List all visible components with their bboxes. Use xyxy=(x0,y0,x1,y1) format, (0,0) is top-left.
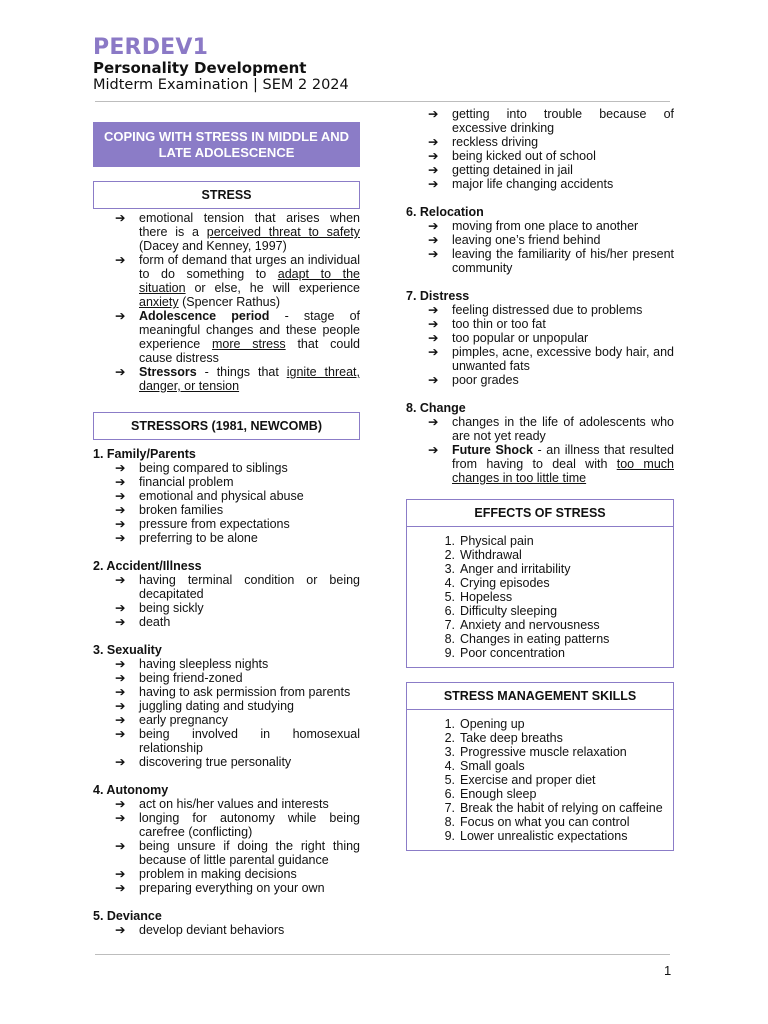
item-number: 5. xyxy=(444,773,455,787)
list-item: ➔ having terminal condition or being decapitated xyxy=(115,573,360,601)
item-number: 1. xyxy=(444,717,455,731)
effects-list xyxy=(407,527,673,667)
list-item: ➔ being kicked out of school xyxy=(428,149,596,163)
list-item: ➔ emotional and physical abuse xyxy=(115,489,304,503)
item-number: 7. xyxy=(444,618,455,632)
list-item: ➔ being unsure if doing the right thing because of little parental guidance xyxy=(115,839,360,867)
list-item: ➔ too popular or unpopular xyxy=(428,331,589,345)
arrow-icon: ➔ xyxy=(428,149,439,163)
deviance-continued-list xyxy=(406,107,674,191)
item-number: 3. xyxy=(444,745,455,759)
change-list xyxy=(406,415,674,485)
list-item: ➔ getting detained in jail xyxy=(428,163,573,177)
arrow-icon: ➔ xyxy=(115,811,126,825)
stressor-group-list xyxy=(93,797,360,895)
item-number: 3. xyxy=(444,562,455,576)
list-item: ➔ discovering true personality xyxy=(115,755,292,769)
list-item: ➔ preparing everything on your own xyxy=(115,881,325,895)
list-item: 6. Enough sleep xyxy=(407,787,673,801)
arrow-icon: ➔ xyxy=(115,517,126,531)
list-item: ➔ preferring to be alone xyxy=(115,531,258,545)
stressor-group-title: 2. Accident/Illness xyxy=(93,559,202,573)
list-item: ➔ act on his/her values and interests xyxy=(115,797,329,811)
arrow-icon: ➔ xyxy=(115,685,126,699)
exam-title: Midterm Examination | SEM 2 2024 xyxy=(93,77,349,93)
list-item: ➔ financial problem xyxy=(115,475,234,489)
arrow-icon: ➔ xyxy=(115,671,126,685)
list-item: ➔ death xyxy=(115,615,171,629)
arrow-icon: ➔ xyxy=(115,755,126,769)
arrow-icon: ➔ xyxy=(115,531,126,545)
arrow-icon: ➔ xyxy=(115,573,126,587)
topic-banner: COPING WITH STRESS IN MIDDLE AND LATE ADOLESCENCE xyxy=(93,122,360,167)
item-number: 4. xyxy=(444,576,455,590)
list-item: ➔ having to ask permission from parents xyxy=(115,685,351,699)
page-number: 1 xyxy=(664,963,672,978)
arrow-icon: ➔ xyxy=(115,797,126,811)
relocation-title: 6. Relocation xyxy=(406,205,484,219)
stressor-group-title: 4. Autonomy xyxy=(93,783,169,797)
arrow-icon: ➔ xyxy=(428,177,439,191)
list-item: 4. Small goals xyxy=(407,759,673,773)
arrow-icon: ➔ xyxy=(115,615,126,629)
list-item: ➔ Adolescence period - stage of meaningful changes and these people experience more stress that could cause distress xyxy=(115,309,360,365)
change-title: 8. Change xyxy=(406,401,466,415)
relocation-list xyxy=(406,219,674,275)
item-number: 8. xyxy=(444,632,455,646)
list-item: ➔ pressure from expectations xyxy=(115,517,290,531)
list-item: 1. Opening up xyxy=(407,717,673,731)
arrow-icon: ➔ xyxy=(428,415,439,429)
arrow-icon: ➔ xyxy=(115,881,126,895)
arrow-icon: ➔ xyxy=(428,219,439,233)
item-number: 8. xyxy=(444,815,455,829)
header-divider xyxy=(95,101,670,102)
list-item: 5. Hopeless xyxy=(407,590,673,604)
item-number: 5. xyxy=(444,590,455,604)
list-item: ➔ changes in the life of adolescents who are not yet ready xyxy=(428,415,674,443)
list-item: 8. Changes in eating patterns xyxy=(407,632,673,646)
list-item: ➔ form of demand that urges an individual to do something to adapt to the situation or else, he will experience anxiety (Spencer Rathus) xyxy=(115,253,360,309)
list-item: 2. Withdrawal xyxy=(407,548,673,562)
item-number: 9. xyxy=(444,646,455,660)
arrow-icon: ➔ xyxy=(428,135,439,149)
arrow-icon: ➔ xyxy=(428,373,439,387)
page-header xyxy=(93,36,349,94)
list-item: 6. Difficulty sleeping xyxy=(407,604,673,618)
list-item: ➔ early pregnancy xyxy=(115,713,228,727)
list-item: ➔ pimples, acne, excessive body hair, and unwanted fats xyxy=(428,345,674,373)
distress-list xyxy=(406,303,674,387)
stress-heading: STRESS xyxy=(93,181,360,209)
item-number: 4. xyxy=(444,759,455,773)
list-item: ➔ develop deviant behaviors xyxy=(115,923,285,937)
list-item: ➔ being friend-zoned xyxy=(115,671,243,685)
arrow-icon: ➔ xyxy=(428,345,439,359)
item-number: 1. xyxy=(444,534,455,548)
arrow-icon: ➔ xyxy=(115,923,126,937)
arrow-icon: ➔ xyxy=(115,699,126,713)
arrow-icon: ➔ xyxy=(115,489,126,503)
arrow-icon: ➔ xyxy=(115,713,126,727)
list-item: ➔ feeling distressed due to problems xyxy=(428,303,643,317)
list-item: ➔ getting into trouble because of excessive drinking xyxy=(428,107,674,135)
list-item: ➔ having sleepless nights xyxy=(115,657,269,671)
course-code: PERDEV1 xyxy=(93,35,209,60)
arrow-icon: ➔ xyxy=(115,839,126,853)
arrow-icon: ➔ xyxy=(428,443,439,457)
arrow-icon: ➔ xyxy=(115,727,126,741)
list-item: 5. Exercise and proper diet xyxy=(407,773,673,787)
list-item: ➔ emotional tension that arises when there is a perceived threat to safety (Dacey and Kenney, 1997) xyxy=(115,211,360,253)
arrow-icon: ➔ xyxy=(428,233,439,247)
list-item: ➔ being compared to siblings xyxy=(115,461,288,475)
list-item: 8. Focus on what you can control xyxy=(407,815,673,829)
list-item: ➔ major life changing accidents xyxy=(428,177,614,191)
stressor-group-list xyxy=(93,657,360,769)
stressor-groups xyxy=(93,447,360,937)
list-item: ➔ Future Shock - an illness that resulted from having to deal with too much changes in too little time xyxy=(428,443,674,485)
arrow-icon: ➔ xyxy=(428,331,439,345)
distress-title: 7. Distress xyxy=(406,289,470,303)
left-column xyxy=(93,122,360,937)
item-number: 6. xyxy=(444,604,455,618)
list-item: ➔ moving from one place to another xyxy=(428,219,639,233)
arrow-icon: ➔ xyxy=(115,211,126,225)
list-item: ➔ problem in making decisions xyxy=(115,867,297,881)
list-item: ➔ being involved in homosexual relationship xyxy=(115,727,360,755)
list-item: 3. Anger and irritability xyxy=(407,562,673,576)
arrow-icon: ➔ xyxy=(115,867,126,881)
course-title: Personality Development xyxy=(93,59,307,77)
list-item: ➔ leaving one’s friend behind xyxy=(428,233,601,247)
arrow-icon: ➔ xyxy=(115,309,126,323)
stress-definition-list xyxy=(93,211,360,393)
list-item: 7. Break the habit of relying on caffeine xyxy=(407,801,673,815)
footer-divider xyxy=(95,954,670,955)
stressor-group-title: 5. Deviance xyxy=(93,909,162,923)
list-item: 2. Take deep breaths xyxy=(407,731,673,745)
stressor-group-list xyxy=(93,461,360,545)
stressors-heading: STRESSORS (1981, NEWCOMB) xyxy=(93,412,360,440)
stressor-group-title: 1. Family/Parents xyxy=(93,447,196,461)
list-item: 4. Crying episodes xyxy=(407,576,673,590)
skills-heading: STRESS MANAGEMENT SKILLS xyxy=(407,683,673,710)
list-item: ➔ Stressors - things that ignite threat, danger, or tension xyxy=(115,365,360,393)
list-item: 9. Poor concentration xyxy=(407,646,673,660)
arrow-icon: ➔ xyxy=(115,601,126,615)
arrow-icon: ➔ xyxy=(428,107,439,121)
arrow-icon: ➔ xyxy=(115,503,126,517)
right-column xyxy=(406,107,674,851)
list-item: 9. Lower unrealistic expectations xyxy=(407,829,673,843)
list-item: ➔ too thin or too fat xyxy=(428,317,546,331)
stressor-group-list xyxy=(93,923,360,937)
list-item: ➔ broken families xyxy=(115,503,224,517)
item-number: 6. xyxy=(444,787,455,801)
item-number: 9. xyxy=(444,829,455,843)
effects-box xyxy=(406,499,674,668)
arrow-icon: ➔ xyxy=(115,657,126,671)
list-item: ➔ being sickly xyxy=(115,601,204,615)
effects-heading: EFFECTS OF STRESS xyxy=(407,500,673,527)
arrow-icon: ➔ xyxy=(428,317,439,331)
item-number: 2. xyxy=(444,731,455,745)
list-item: ➔ leaving the familiarity of his/her present community xyxy=(428,247,674,275)
stressor-group-list xyxy=(93,573,360,629)
item-number: 7. xyxy=(444,801,455,815)
arrow-icon: ➔ xyxy=(115,253,126,267)
list-item: ➔ longing for autonomy while being carefree (conflicting) xyxy=(115,811,360,839)
arrow-icon: ➔ xyxy=(115,365,126,379)
list-item: ➔ reckless driving xyxy=(428,135,539,149)
skills-box xyxy=(406,682,674,851)
arrow-icon: ➔ xyxy=(428,303,439,317)
list-item: 3. Progressive muscle relaxation xyxy=(407,745,673,759)
list-item: 1. Physical pain xyxy=(407,534,673,548)
list-item: ➔ poor grades xyxy=(428,373,519,387)
list-item: ➔ juggling dating and studying xyxy=(115,699,294,713)
item-number: 2. xyxy=(444,548,455,562)
stressor-group-title: 3. Sexuality xyxy=(93,643,162,657)
arrow-icon: ➔ xyxy=(115,475,126,489)
arrow-icon: ➔ xyxy=(428,163,439,177)
arrow-icon: ➔ xyxy=(115,461,126,475)
skills-list xyxy=(407,710,673,850)
arrow-icon: ➔ xyxy=(428,247,439,261)
list-item: 7. Anxiety and nervousness xyxy=(407,618,673,632)
